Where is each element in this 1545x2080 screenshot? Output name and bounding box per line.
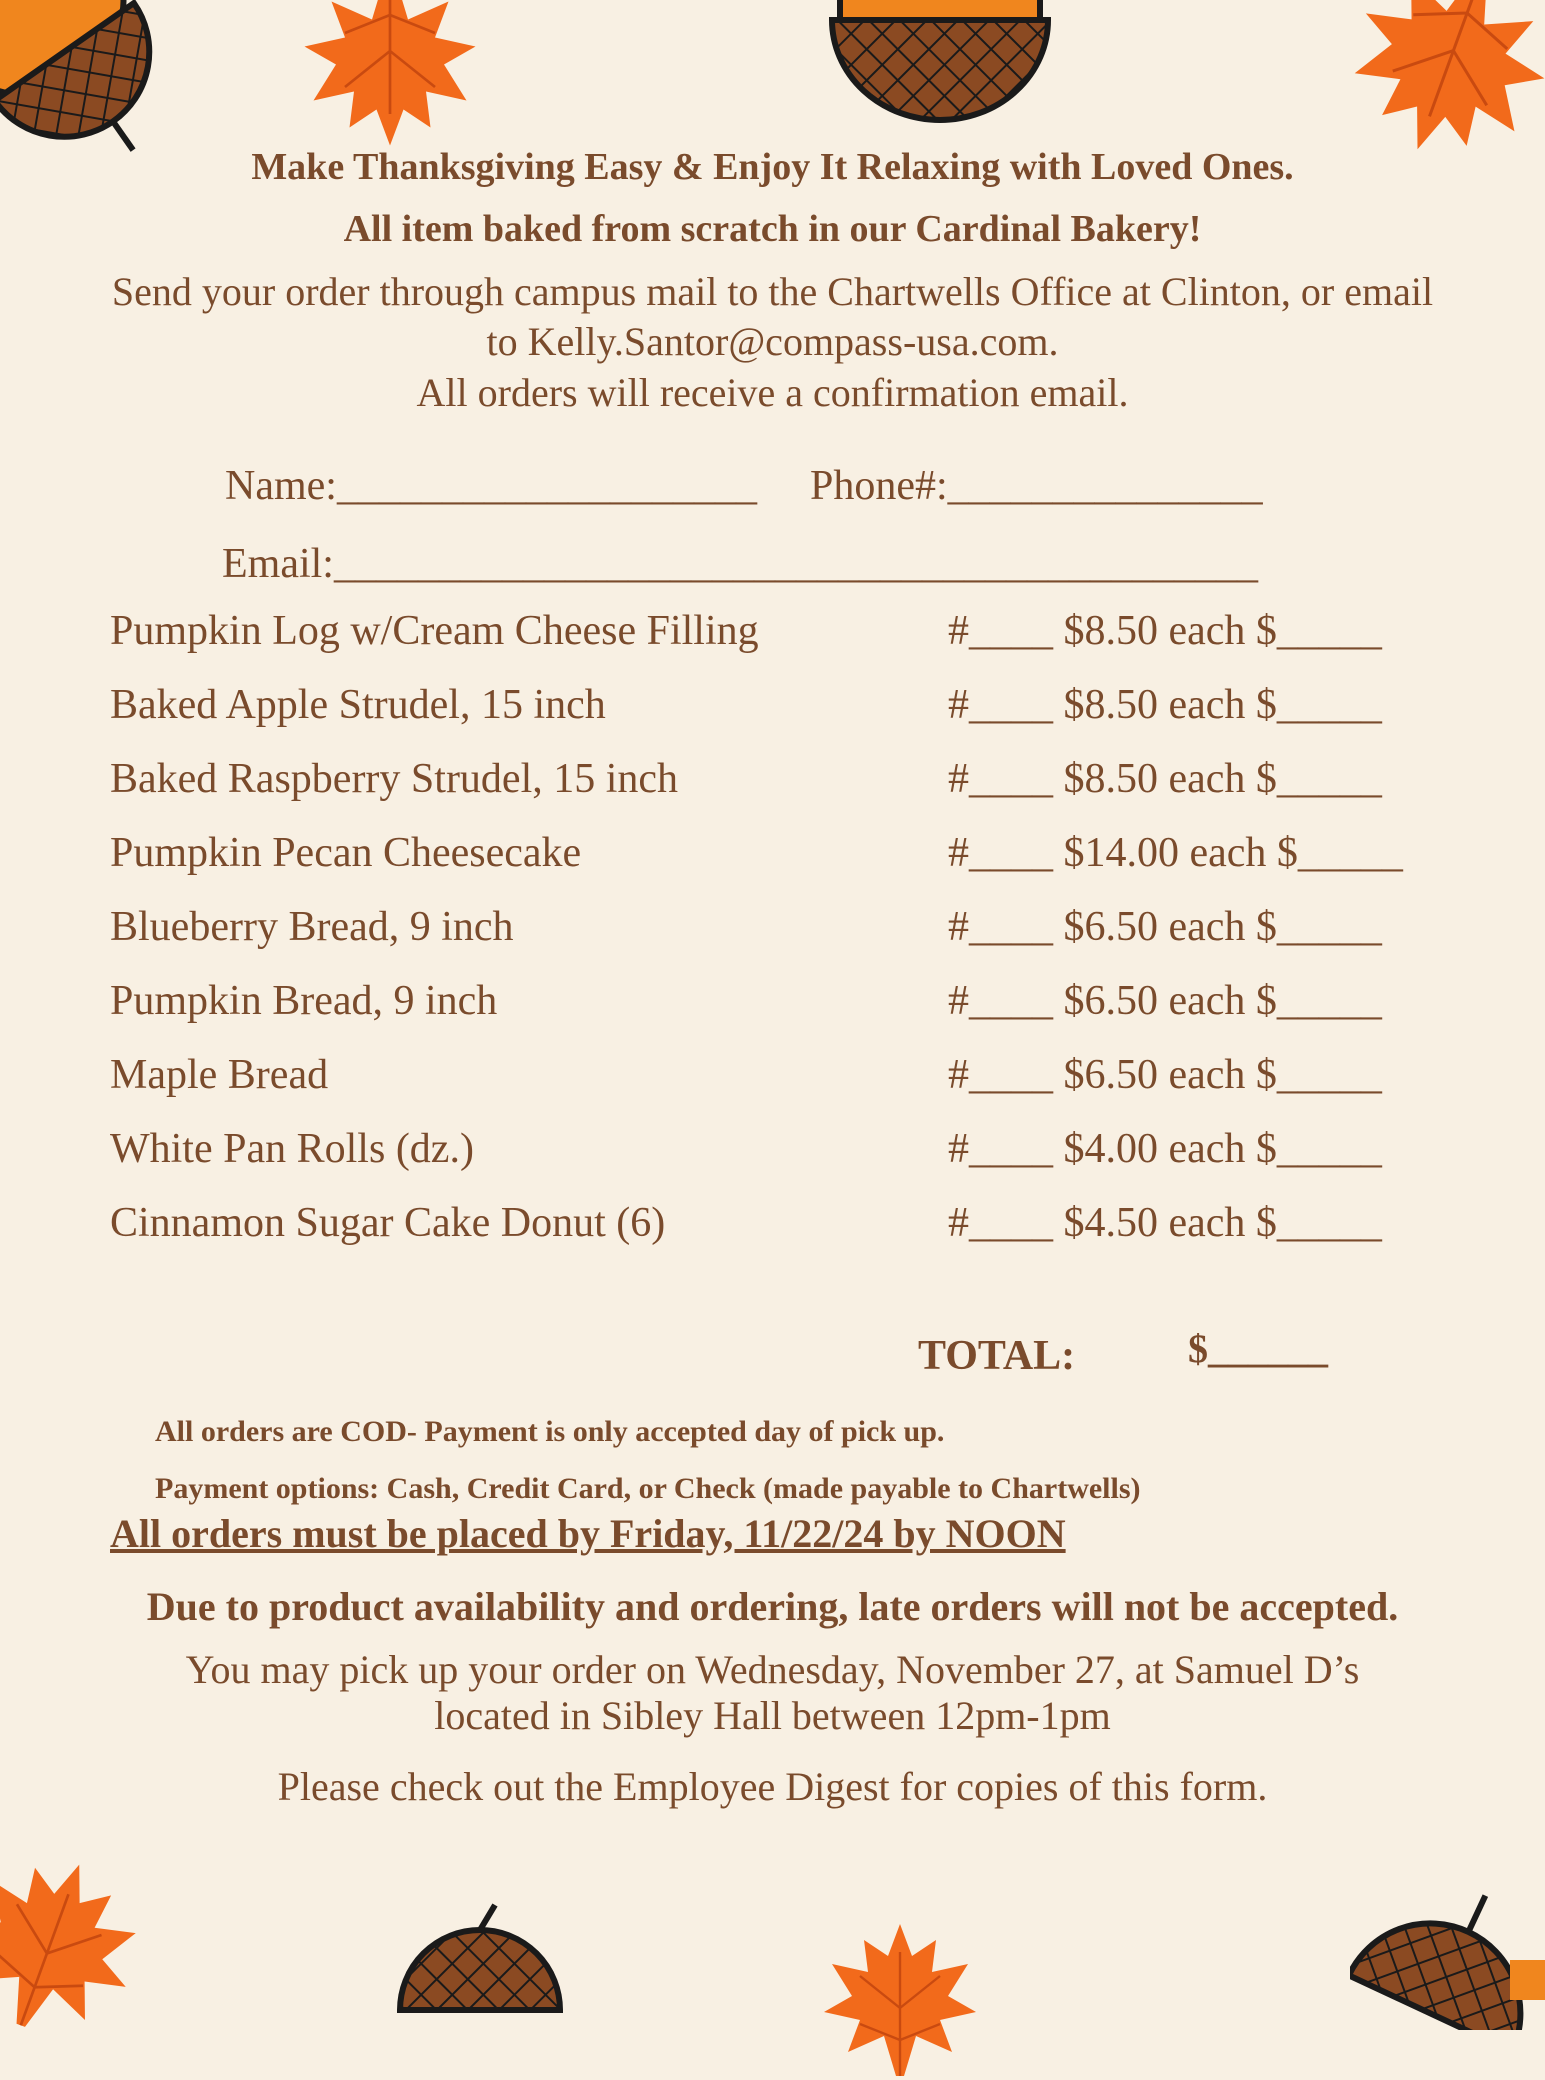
- item-name: Pumpkin Log w/Cream Cheese Filling: [110, 608, 759, 654]
- item-name: Pumpkin Pecan Cheesecake: [110, 830, 582, 876]
- maple-leaf-icon: [0, 1850, 140, 2040]
- total-field[interactable]: $______: [1188, 1326, 1328, 1371]
- item-name: Baked Raspberry Strudel, 15 inch: [110, 756, 679, 802]
- phone-field[interactable]: Phone#:_______________: [810, 463, 1263, 509]
- instructions-line-3: All orders will receive a confirmation email.: [416, 370, 1129, 415]
- item-name: Cinnamon Sugar Cake Donut (6): [110, 1200, 666, 1246]
- item-name: Baked Apple Strudel, 15 inch: [110, 682, 606, 728]
- item-quantity-price[interactable]: #____ $4.00 each $_____: [948, 1126, 1382, 1172]
- item-name: Blueberry Bread, 9 inch: [110, 904, 514, 950]
- payment-options: Payment options: Cash, Credit Card, or Check (made payable to Chartwells): [155, 1472, 1141, 1505]
- headline: Make Thanksgiving Easy & Enjoy It Relaxing with Loved Ones.: [251, 146, 1294, 188]
- cod-note: All orders are COD- Payment is only accepted day of pick up.: [155, 1415, 945, 1448]
- item-quantity-price[interactable]: #____ $6.50 each $_____: [948, 978, 1382, 1024]
- instructions-line-2: to Kelly.Santor@compass-usa.com.: [486, 319, 1059, 364]
- item-quantity-price[interactable]: #____ $14.00 each $_____: [948, 830, 1403, 876]
- item-quantity-price[interactable]: #____ $8.50 each $_____: [948, 756, 1382, 802]
- email-field[interactable]: Email:____________________________________________: [222, 541, 1258, 587]
- late-orders-note: Due to product availability and ordering, late orders will not be accepted.: [146, 1584, 1399, 1629]
- item-quantity-price[interactable]: #____ $8.50 each $_____: [948, 608, 1382, 654]
- name-field[interactable]: Name:____________________: [225, 463, 757, 509]
- acorn-icon: [390, 1900, 570, 2020]
- subheadline: All item baked from scratch in our Cardinal Bakery!: [343, 208, 1202, 250]
- item-quantity-price[interactable]: #____ $4.50 each $_____: [948, 1200, 1382, 1246]
- employee-digest-note: Please check out the Employee Digest for copies of this form.: [277, 1764, 1268, 1809]
- acorn-icon: [1350, 1870, 1545, 2030]
- maple-leaf-icon: [290, 0, 490, 150]
- total-label: TOTAL:: [918, 1333, 1076, 1379]
- item-name: White Pan Rolls (dz.): [110, 1126, 474, 1172]
- pickup-line-1: You may pick up your order on Wednesday, November 27, at Samuel D’s: [185, 1647, 1360, 1692]
- maple-leaf-icon: [1340, 0, 1545, 160]
- pickup-line-2: located in Sibley Hall between 12pm-1pm: [434, 1693, 1111, 1738]
- acorn-body-corner: [1510, 1960, 1545, 2000]
- instructions-line-1: Send your order through campus mail to the Chartwells Office at Clinton, or email: [111, 269, 1434, 314]
- item-name: Maple Bread: [110, 1052, 329, 1098]
- item-quantity-price[interactable]: #____ $6.50 each $_____: [948, 904, 1382, 950]
- maple-leaf-icon: [820, 1920, 980, 2080]
- order-deadline: All orders must be placed by Friday, 11/22/24 by NOON: [110, 1511, 1066, 1556]
- item-quantity-price[interactable]: #____ $8.50 each $_____: [948, 682, 1382, 728]
- item-name: Pumpkin Bread, 9 inch: [110, 978, 498, 1024]
- item-quantity-price[interactable]: #____ $6.50 each $_____: [948, 1052, 1382, 1098]
